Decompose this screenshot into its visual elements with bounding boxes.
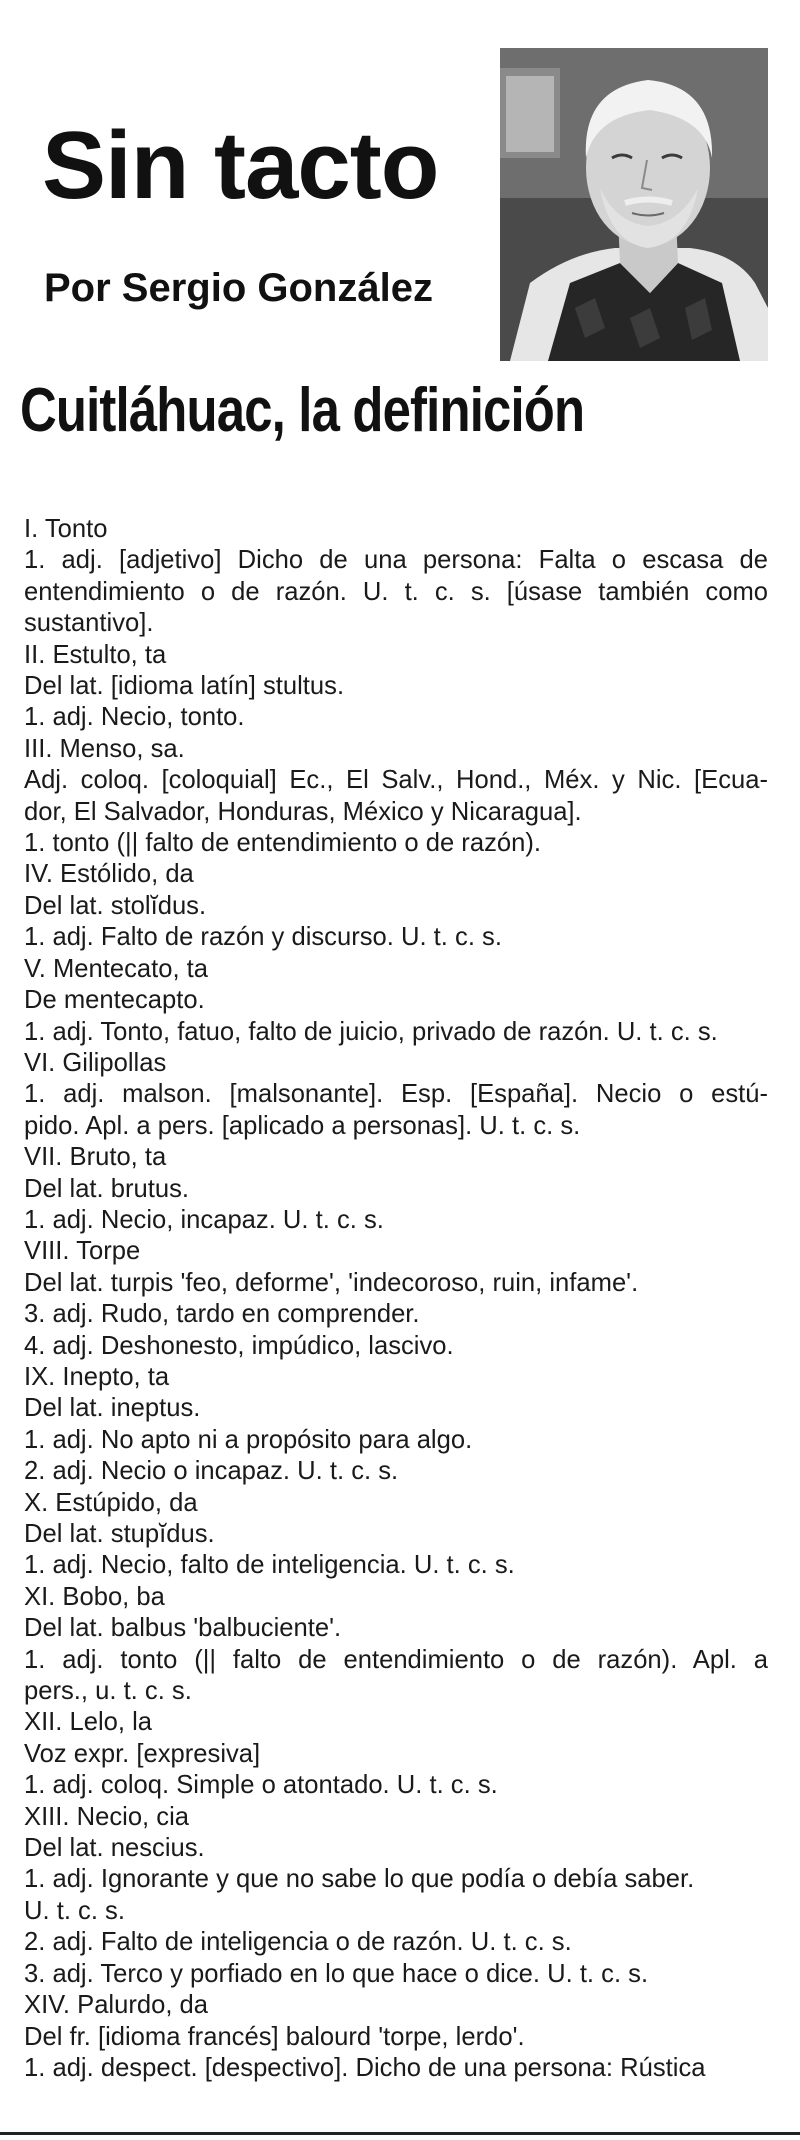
article-line: X. Estúpido, da xyxy=(24,1488,198,1517)
article-line: 3. adj. Rudo, tardo en comprender. xyxy=(24,1300,420,1329)
article-line: III. Menso, sa. xyxy=(24,734,185,763)
article-line: 1. adj. Necio, falto de inteligencia. U. t. c. s. xyxy=(24,1551,515,1580)
article-line: VII. Bruto, ta xyxy=(24,1143,167,1172)
article-line: XIV. Palurdo, da xyxy=(24,1991,209,2020)
article-line: pers., u. t. c. s. xyxy=(24,1677,192,1706)
article-line: Voz expr. [expresiva] xyxy=(24,1739,261,1768)
article-line: V. Mentecato, ta xyxy=(24,954,209,983)
article-line: Del lat. stolĭdus. xyxy=(24,891,207,920)
article-line: XII. Lelo, la xyxy=(24,1708,153,1737)
article-line: Adj. coloq. [coloquial] Ec., El Salv., Hond., Méx. y Nic. [Ecua- xyxy=(24,766,768,795)
article-line: 1. adj. despect. [despectivo]. Dicho de una persona: Rústica xyxy=(24,2053,706,2082)
article-line: pido. Apl. a pers. [aplicado a personas]. U. t. c. s. xyxy=(24,1111,581,1140)
article-line: 1. adj. malson. [malsonante]. Esp. [España]. Necio o estú- xyxy=(24,1080,768,1109)
article-line: 1. adj. No apto ni a propósito para algo. xyxy=(24,1425,473,1454)
article-line: 1. adj. Necio, tonto. xyxy=(24,703,245,732)
article-line: 1. adj. [adjetivo] Dicho de una persona: Falta o escasa de xyxy=(24,546,768,575)
article-line: II. Estulto, ta xyxy=(24,640,167,669)
article-line: XIII. Necio, cia xyxy=(24,1802,189,1831)
article-line: 3. adj. Terco y porfiado en lo que hace o dice. U. t. c. s. xyxy=(24,1959,649,1988)
article-line: dor, El Salvador, Honduras, México y Nicaragua]. xyxy=(24,797,582,826)
article-line: De mentecapto. xyxy=(24,986,205,1015)
article-line: 1. adj. coloq. Simple o atontado. U. t. c. s. xyxy=(24,1771,498,1800)
article-line: 1. adj. Ignorante y que no sabe lo que podía o debía saber. xyxy=(24,1865,695,1894)
author-photo xyxy=(500,48,768,361)
article-headline: Cuitláhuac, la definición xyxy=(20,376,585,445)
article-line: Del fr. [idioma francés] balourd 'torpe, lerdo'. xyxy=(24,2022,525,2051)
article-line: Del lat. [idioma latín] stultus. xyxy=(24,672,345,701)
article-line: U. t. c. s. xyxy=(24,1896,125,1925)
article-line: VI. Gilipollas xyxy=(24,1048,167,1077)
article-line: Del lat. balbus 'balbuciente'. xyxy=(24,1614,342,1643)
article-line: 1. adj. Tonto, fatuo, falto de juicio, privado de razón. U. t. c. s. xyxy=(24,1017,718,1046)
article-body xyxy=(24,514,768,2084)
article-line: VIII. Torpe xyxy=(24,1237,141,1266)
article-line: Del lat. ineptus. xyxy=(24,1394,201,1423)
article-line: 4. adj. Deshonesto, impúdico, lascivo. xyxy=(24,1331,454,1360)
article-line: 1. tonto (|| falto de entendimiento o de razón). xyxy=(24,829,541,858)
article-line: 1. adj. Necio, incapaz. U. t. c. s. xyxy=(24,1205,384,1234)
article-line: Del lat. brutus. xyxy=(24,1174,190,1203)
article-line: 1. adj. tonto (|| falto de entendimiento o de razón). Apl. a xyxy=(24,1645,768,1674)
article-line: I. Tonto xyxy=(24,515,108,543)
article-line: 1. adj. Falto de razón y discurso. U. t. c. s. xyxy=(24,923,502,952)
article-line: IX. Inepto, ta xyxy=(24,1362,170,1391)
article-line: Del lat. turpis 'feo, deforme', 'indecoroso, ruin, infame'. xyxy=(24,1268,639,1297)
article-line: Del lat. stupĭdus. xyxy=(24,1520,215,1548)
article-line: sustantivo]. xyxy=(24,609,154,638)
article-line: 2. adj. Necio o incapaz. U. t. c. s. xyxy=(24,1457,399,1486)
article-line: 2. adj. Falto de inteligencia o de razón. U. t. c. s. xyxy=(24,1928,572,1957)
article-line: entendimiento o de razón. U. t. c. s. [úsase también como xyxy=(24,577,768,606)
author-byline: Por Sergio González xyxy=(44,266,433,310)
column-title: Sin tacto xyxy=(42,112,439,219)
bottom-rule xyxy=(0,2132,800,2135)
article-line: Del lat. nescius. xyxy=(24,1834,205,1863)
article-line: IV. Estólido, da xyxy=(24,860,194,889)
article-line: XI. Bobo, ba xyxy=(24,1582,165,1611)
